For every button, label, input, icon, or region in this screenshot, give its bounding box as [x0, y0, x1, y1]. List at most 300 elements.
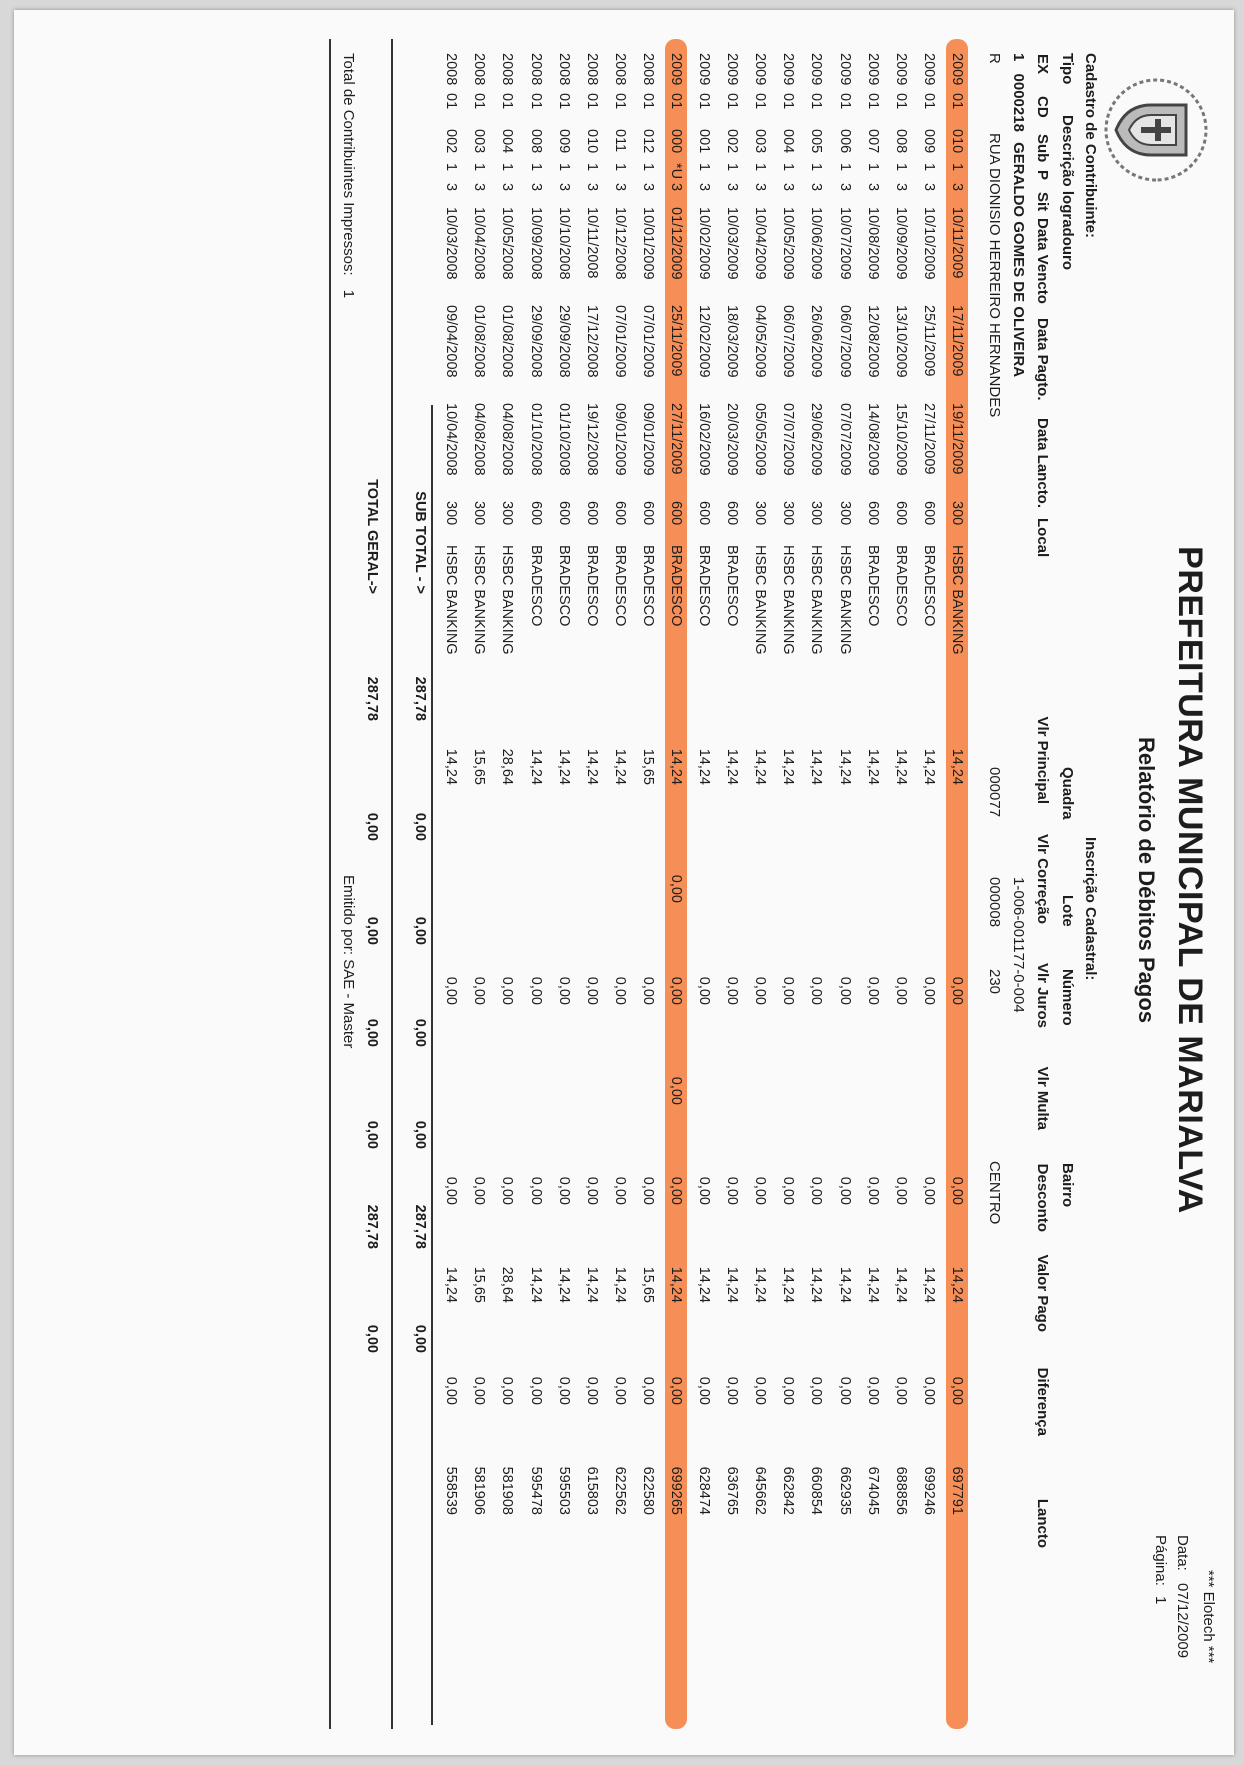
total-principal: 287,78 [364, 676, 380, 721]
cell-data-pagto: 17/12/2008 [583, 305, 600, 378]
cell-ex: 2008 [555, 53, 572, 86]
cell-vlr-multa [578, 1005, 606, 1105]
cell-local: HSBC BANKING [752, 545, 769, 655]
table-row [831, 53, 859, 1515]
cell-valor-pago: 14,24 [892, 1266, 909, 1303]
cell-local-code: 600 [611, 501, 628, 526]
cell-local-code: 300 [948, 501, 965, 526]
cell-sub: 003 [471, 129, 488, 154]
cell-lancto: 581906 [471, 1466, 488, 1515]
cell-data-vencto: 10/07/2009 [836, 207, 853, 280]
cell-ex: 2009 [780, 53, 797, 86]
cell-vlr-multa [718, 1005, 746, 1105]
cell-data-lancto: 01/10/2008 [555, 403, 572, 476]
cell-local: HSBC BANKING [808, 545, 825, 655]
cell-desconto: 0,00 [555, 1176, 572, 1205]
cell-data-pagto: 07/01/2009 [611, 305, 628, 378]
cell-cd: 01 [471, 93, 488, 110]
cell-local-code: 600 [668, 501, 685, 526]
cell-local: BRADESCO [864, 545, 881, 627]
cell-local: BRADESCO [724, 545, 741, 627]
cell-vlr-correcao [493, 785, 521, 903]
cell-vlr-principal: 14,24 [583, 748, 600, 785]
cell-lancto: 636765 [724, 1466, 741, 1515]
cell-p: 1 [920, 163, 937, 172]
cell-p: 1 [948, 163, 965, 172]
cell-lancto: 699265 [668, 1466, 685, 1515]
cell-valor-pago: 14,24 [696, 1266, 713, 1303]
cell-local-code: 300 [836, 501, 853, 526]
col-sit: Sit [1034, 192, 1051, 212]
cell-vlr-juros: 0,00 [836, 976, 853, 1005]
cell-local: BRADESCO [555, 545, 572, 627]
cell-lancto: 628474 [696, 1466, 713, 1515]
cell-data-lancto: 10/04/2008 [443, 403, 460, 476]
col-local: Local [1034, 518, 1051, 558]
cell-vlr-correcao [802, 785, 830, 903]
cell-p: 1 [499, 163, 516, 172]
cell-sub: 010 [948, 129, 965, 154]
system-name: *** Elotech *** [1200, 1570, 1217, 1664]
cell-sit: 3 [471, 183, 488, 192]
cell-diferenca: 0,00 [836, 1376, 853, 1405]
cell-desconto: 0,00 [808, 1176, 825, 1205]
cell-desconto: 0,00 [948, 1176, 965, 1205]
cell-vlr-correcao [465, 785, 493, 903]
quadra-label: Quadra [1059, 767, 1076, 820]
cell-sub: 009 [920, 129, 937, 154]
cell-sub: 002 [724, 129, 741, 154]
cell-diferenca: 0,00 [443, 1376, 460, 1405]
table-row [718, 53, 746, 1515]
cell-valor-pago: 28,64 [499, 1266, 516, 1303]
table-row [634, 53, 662, 1515]
cell-ex: 2009 [836, 53, 853, 86]
cell-local-code: 600 [724, 501, 741, 526]
cell-sit: 3 [780, 183, 797, 192]
cell-valor-pago: 14,24 [836, 1266, 853, 1303]
cell-valor-pago: 15,65 [471, 1266, 488, 1303]
cell-sub: 006 [836, 129, 853, 154]
cell-diferenca: 0,00 [668, 1376, 685, 1405]
contribuintes-count-value: 1 [340, 289, 357, 299]
col-diferenca: Diferença [1034, 1367, 1051, 1436]
total-diferenca: 0,00 [364, 1324, 380, 1353]
cell-data-lancto: 04/08/2008 [499, 403, 516, 476]
cell-sub: 004 [780, 129, 797, 154]
cell-local-code: 600 [892, 501, 909, 526]
cell-sub: 011 [611, 129, 628, 153]
cell-vlr-principal: 14,24 [892, 748, 909, 785]
table-row [662, 53, 690, 1515]
subtotal-correcao: 0,00 [412, 812, 428, 841]
cell-valor-pago: 14,24 [808, 1266, 825, 1303]
bairro-label: Bairro [1059, 1163, 1076, 1208]
cell-vlr-multa [634, 1005, 662, 1105]
cell-ex: 2009 [864, 53, 881, 86]
cell-diferenca: 0,00 [780, 1376, 797, 1405]
cell-sit: 3 [611, 183, 628, 192]
cell-sub: 012 [639, 129, 656, 154]
cell-diferenca: 0,00 [864, 1376, 881, 1405]
cell-valor-pago: 14,24 [668, 1266, 685, 1303]
cell-ex: 2009 [808, 53, 825, 86]
cell-lancto: 581908 [499, 1466, 516, 1515]
cell-ex: 2009 [696, 53, 713, 86]
cell-vlr-multa [802, 1005, 830, 1105]
cell-data-pagto: 06/07/2009 [780, 305, 797, 378]
cell-lancto: 699246 [920, 1466, 937, 1515]
cell-lancto: 558539 [443, 1466, 460, 1515]
cell-data-lancto: 07/07/2009 [836, 403, 853, 476]
cell-data-vencto: 10/02/2009 [696, 207, 713, 280]
cell-data-pagto: 25/11/2009 [668, 305, 685, 377]
cell-cd: 01 [920, 93, 937, 110]
cell-vlr-juros: 0,00 [808, 976, 825, 1005]
cell-ex: 2009 [668, 53, 685, 86]
cell-sit: 3 [499, 183, 516, 192]
cell-p: 1 [780, 163, 797, 172]
cell-p: *U [668, 163, 685, 180]
cell-lancto: 674045 [864, 1466, 881, 1515]
table-row [859, 53, 887, 1515]
cell-diferenca: 0,00 [920, 1376, 937, 1405]
cell-desconto: 0,00 [639, 1176, 656, 1205]
cell-data-pagto: 13/10/2009 [892, 305, 909, 378]
cell-data-vencto: 10/09/2008 [527, 207, 544, 280]
col-vlr-principal: Vlr Principal [1034, 716, 1051, 804]
cell-lancto: 660854 [808, 1466, 825, 1515]
cell-vlr-principal: 14,24 [527, 748, 544, 785]
cell-valor-pago: 14,24 [611, 1266, 628, 1303]
cell-vlr-multa [690, 1005, 718, 1105]
cell-vlr-juros: 0,00 [752, 976, 769, 1005]
col-lancto: Lancto [1034, 1498, 1051, 1548]
total-row [363, 53, 381, 1354]
col-desconto: Desconto [1034, 1163, 1051, 1232]
cell-vlr-correcao [915, 785, 943, 903]
cell-data-lancto: 01/10/2008 [527, 403, 544, 476]
table-row [606, 53, 634, 1515]
cell-sit: 3 [696, 183, 713, 192]
cell-vlr-correcao [943, 785, 971, 903]
cell-vlr-correcao [887, 785, 915, 903]
cell-vlr-juros: 0,00 [527, 976, 544, 1005]
cell-local-code: 600 [696, 501, 713, 526]
cell-vlr-principal: 14,24 [724, 748, 741, 785]
cell-data-lancto: 19/11/2009 [948, 403, 965, 475]
cell-lancto: 645662 [752, 1466, 769, 1515]
cell-vlr-juros: 0,00 [639, 976, 656, 1005]
cell-data-lancto: 09/01/2009 [611, 403, 628, 476]
subtotal-rule [432, 405, 434, 1725]
table-row [465, 53, 493, 1515]
cell-cd: 01 [443, 93, 460, 110]
tipo-value: R [986, 53, 1003, 64]
cell-cd: 01 [724, 93, 741, 110]
cell-vlr-principal: 14,24 [443, 748, 460, 785]
cell-cd: 01 [752, 93, 769, 110]
cell-data-lancto: 20/03/2009 [724, 403, 741, 476]
cell-desconto: 0,00 [611, 1176, 628, 1205]
cell-desconto: 0,00 [696, 1176, 713, 1205]
cell-sub: 004 [499, 129, 516, 154]
cell-p: 1 [527, 163, 544, 172]
cell-ex: 2009 [892, 53, 909, 86]
cell-data-pagto: 07/01/2009 [639, 305, 656, 378]
cell-local: BRADESCO [611, 545, 628, 627]
cell-vlr-juros: 0,00 [583, 976, 600, 1005]
cell-ex: 2008 [499, 53, 516, 86]
cell-local: HSBC BANKING [471, 545, 488, 655]
cell-diferenca: 0,00 [527, 1376, 544, 1405]
cell-desconto: 0,00 [752, 1176, 769, 1205]
descricao-label: Descrição logradouro [1059, 115, 1076, 271]
cell-data-lancto: 15/10/2009 [892, 403, 909, 476]
report-subtitle: Relatório de Débitos Pagos [1134, 736, 1159, 1024]
cell-data-lancto: 05/05/2009 [752, 403, 769, 476]
cell-vlr-correcao [437, 785, 465, 903]
cell-data-vencto: 10/12/2008 [611, 207, 628, 280]
footer-rule [330, 39, 332, 1729]
cell-data-pagto: 01/08/2008 [471, 305, 488, 378]
cell-local: HSBC BANKING [443, 545, 460, 655]
cell-vlr-multa [522, 1005, 550, 1105]
cell-vlr-principal: 28,64 [499, 748, 516, 785]
contribuinte-line [1010, 53, 1027, 377]
total-desconto: 0,00 [364, 1120, 380, 1149]
total-rule [392, 39, 394, 1729]
cell-data-lancto: 14/08/2009 [864, 403, 881, 476]
contribuintes-count-label: Total de Contribuintes Impressos: [340, 53, 357, 276]
cell-sub: 008 [892, 129, 909, 154]
cell-vlr-correcao [746, 785, 774, 903]
cell-valor-pago: 14,24 [920, 1266, 937, 1303]
cell-desconto: 0,00 [836, 1176, 853, 1205]
cell-cd: 01 [780, 93, 797, 110]
cell-ex: 2008 [471, 53, 488, 86]
numero-label: Número [1059, 969, 1076, 1026]
cell-p: 1 [836, 163, 853, 172]
table-row [437, 53, 465, 1515]
cell-valor-pago: 14,24 [724, 1266, 741, 1303]
cell-sit: 3 [443, 183, 460, 192]
date-label: Data: [1174, 1535, 1191, 1571]
cell-vlr-principal: 15,65 [639, 748, 656, 785]
cell-data-lancto: 07/07/2009 [780, 403, 797, 476]
cell-vlr-juros: 0,00 [724, 976, 741, 1005]
cell-cd: 01 [499, 93, 516, 110]
cell-data-lancto: 29/06/2009 [808, 403, 825, 476]
cell-data-pagto: 09/04/2008 [443, 305, 460, 378]
subtotal-diferenca: 0,00 [412, 1324, 428, 1353]
cell-vlr-correcao [634, 785, 662, 903]
cell-valor-pago: 15,65 [639, 1266, 656, 1303]
cell-data-pagto: 26/06/2009 [808, 305, 825, 378]
cell-local-code: 600 [639, 501, 656, 526]
subtotal-pago: 287,78 [412, 1204, 428, 1249]
table-row [802, 53, 830, 1515]
cell-local-code: 600 [864, 501, 881, 526]
cell-diferenca: 0,00 [724, 1376, 741, 1405]
cell-vlr-principal: 14,24 [555, 748, 572, 785]
cell-desconto: 0,00 [471, 1176, 488, 1205]
cell-local-code: 300 [808, 501, 825, 526]
cell-data-vencto: 10/03/2009 [724, 207, 741, 280]
col-p: P [1034, 170, 1051, 181]
cell-vlr-correcao [690, 785, 718, 903]
cell-ex: 2008 [527, 53, 544, 86]
cell-ex: 2008 [443, 53, 460, 86]
cell-local-code: 600 [527, 501, 544, 526]
cell-vlr-principal: 14,24 [611, 748, 628, 785]
total-label: TOTAL GERAL-> [364, 479, 380, 594]
cell-cd: 01 [668, 93, 685, 110]
cell-data-lancto: 16/02/2009 [696, 403, 713, 476]
cell-vlr-juros: 0,00 [443, 976, 460, 1005]
table-row [493, 53, 521, 1515]
cell-cd: 01 [892, 93, 909, 110]
cell-sit: 3 [892, 183, 909, 192]
cell-sub: 000 [668, 129, 685, 154]
cell-data-pagto: 01/08/2008 [499, 305, 516, 378]
col-data-pagto: Data Pagto. [1034, 318, 1051, 401]
cell-vlr-multa [606, 1005, 634, 1105]
cell-desconto: 0,00 [864, 1176, 881, 1205]
col-data-vencto: Data Vencto [1034, 218, 1051, 304]
cell-p: 1 [639, 163, 656, 172]
subtotal-juros: 0,00 [412, 916, 428, 945]
cell-vlr-juros: 0,00 [471, 976, 488, 1005]
cell-data-vencto: 10/03/2008 [443, 207, 460, 280]
cell-valor-pago: 14,24 [752, 1266, 769, 1303]
cell-data-vencto: 10/10/2009 [920, 207, 937, 280]
cell-local: BRADESCO [668, 545, 685, 627]
cell-vlr-correcao [578, 785, 606, 903]
cell-data-pagto: 12/02/2009 [696, 305, 713, 378]
cell-desconto: 0,00 [583, 1176, 600, 1205]
contribuinte-seq: 1 [1010, 53, 1027, 62]
col-vlr-juros: Vlr Juros [1034, 962, 1051, 1028]
table-row [943, 53, 971, 1515]
col-data-lancto: Data Lancto. [1034, 418, 1051, 509]
cell-p: 1 [864, 163, 881, 172]
cell-desconto: 0,00 [920, 1176, 937, 1205]
cell-data-pagto: 04/05/2009 [752, 305, 769, 378]
emitido-por: Emitido por: SAE - Master [340, 875, 357, 1049]
bairro-value: CENTRO [986, 1161, 1003, 1225]
cell-ex: 2009 [948, 53, 965, 86]
cell-sub: 009 [555, 129, 572, 154]
lote-label: Lote [1059, 895, 1076, 927]
total-multa: 0,00 [364, 1018, 380, 1047]
table-row [522, 53, 550, 1515]
cell-vlr-principal: 14,24 [808, 748, 825, 785]
cell-vlr-principal: 14,24 [668, 748, 685, 785]
cell-data-vencto: 10/05/2009 [780, 207, 797, 280]
cell-vlr-principal: 14,24 [752, 748, 769, 785]
cell-vlr-principal: 15,65 [471, 748, 488, 785]
table-row [550, 53, 578, 1515]
page-label: Página: [1152, 1535, 1169, 1586]
cell-vlr-correcao [606, 785, 634, 903]
cell-valor-pago: 14,24 [864, 1266, 881, 1303]
cell-data-vencto: 10/09/2009 [892, 207, 909, 280]
cell-sit: 3 [920, 183, 937, 192]
cell-cd: 01 [611, 93, 628, 110]
cadastro-label: Cadastro de Contribuinte: [1082, 53, 1099, 239]
cell-ex: 2009 [724, 53, 741, 86]
cell-lancto: 615803 [583, 1466, 600, 1515]
cell-data-vencto: 10/11/2009 [948, 207, 965, 279]
cell-local: HSBC BANKING [499, 545, 516, 655]
col-sub: Sub [1034, 134, 1051, 163]
cell-data-pagto: 29/09/2008 [555, 305, 572, 378]
date-value: 07/12/2009 [1174, 1583, 1191, 1659]
cell-ex: 2009 [752, 53, 769, 86]
cell-sub: 008 [527, 129, 544, 154]
cell-local: HSBC BANKING [948, 545, 965, 655]
cell-vlr-juros: 0,00 [780, 976, 797, 1005]
cell-p: 1 [752, 163, 769, 172]
cell-local-code: 300 [471, 501, 488, 526]
cell-data-lancto: 27/11/2009 [920, 403, 937, 475]
cell-p: 1 [696, 163, 713, 172]
cell-valor-pago: 14,24 [527, 1266, 544, 1303]
cell-vlr-correcao [718, 785, 746, 903]
cell-cd: 01 [527, 93, 544, 110]
cell-vlr-principal: 14,24 [864, 748, 881, 785]
subtotal-row [411, 53, 429, 1354]
cell-vlr-juros: 0,00 [611, 976, 628, 1005]
cell-vlr-multa [465, 1005, 493, 1105]
cell-vlr-juros: 0,00 [696, 976, 713, 1005]
cell-diferenca: 0,00 [892, 1376, 909, 1405]
cell-vlr-juros: 0,00 [948, 976, 965, 1005]
cell-desconto: 0,00 [892, 1176, 909, 1205]
cell-desconto: 0,00 [443, 1176, 460, 1205]
cell-valor-pago: 14,24 [780, 1266, 797, 1303]
cell-local-code: 300 [780, 501, 797, 526]
table-row [578, 53, 606, 1515]
cell-ex: 2009 [920, 53, 937, 86]
cell-lancto: 662842 [780, 1466, 797, 1515]
cell-data-vencto: 10/11/2008 [583, 207, 600, 279]
cell-sub: 007 [864, 129, 881, 154]
cell-p: 1 [611, 163, 628, 172]
cell-desconto: 0,00 [668, 1176, 685, 1205]
cell-sit: 3 [639, 183, 656, 192]
cell-cd: 01 [583, 93, 600, 110]
cell-sub: 005 [808, 129, 825, 154]
contribuintes-count-line [340, 53, 357, 298]
cell-local: HSBC BANKING [780, 545, 797, 655]
table-row [746, 53, 774, 1515]
total-pago: 287,78 [364, 1204, 380, 1249]
cell-data-vencto: 10/08/2009 [864, 207, 881, 280]
cell-vlr-principal: 14,24 [836, 748, 853, 785]
report-title: PREFEITURA MUNICIPAL DE MARIALVA [1171, 546, 1209, 1214]
cell-sit: 3 [808, 183, 825, 192]
cell-data-lancto: 19/12/2008 [583, 403, 600, 476]
cell-vlr-correcao [522, 785, 550, 903]
cell-vlr-multa [493, 1005, 521, 1105]
cell-p: 1 [808, 163, 825, 172]
cell-vlr-correcao: 0,00 [668, 874, 685, 903]
cell-cd: 01 [639, 93, 656, 110]
cell-diferenca: 0,00 [555, 1376, 572, 1405]
cell-sit: 3 [668, 183, 685, 192]
